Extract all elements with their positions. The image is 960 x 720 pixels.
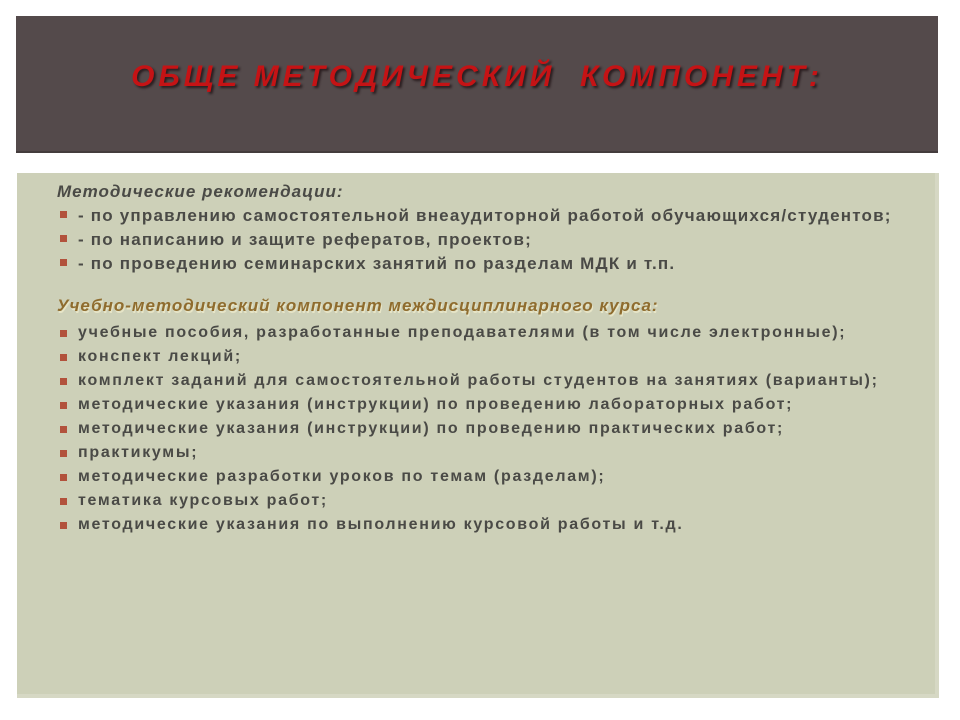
list-item-text: комплект заданий для самостоятельной работы студентов на занятиях (варианты); (78, 372, 879, 389)
square-bullet-icon (60, 259, 67, 266)
slide-title: ОБЩЕ МЕТОДИЧЕСКИЙ КОМПОНЕНТ: (131, 60, 823, 93)
list-item (57, 348, 921, 367)
square-bullet-icon (60, 426, 67, 433)
list-item (57, 229, 921, 250)
section-2-heading: Учебно-методический компонент междисциплинарного курса: (57, 296, 659, 315)
square-bullet-icon (60, 474, 67, 481)
list-item-text: - по управлению самостоятельной внеаудиторной работой обучающихся/студентов; (78, 206, 892, 225)
list-item-text: методические разработки уроков по темам (разделам); (78, 468, 606, 485)
section-1-heading: Методические рекомендации: (57, 182, 344, 201)
list-item-text: конспект лекций; (78, 348, 242, 365)
square-bullet-icon (60, 522, 67, 529)
list-item-text: - по проведению семинарских занятий по разделам МДК и т.п. (78, 254, 676, 273)
header-bar (16, 16, 938, 153)
list-item (57, 420, 921, 439)
list-item (57, 492, 921, 511)
square-bullet-icon (60, 378, 67, 385)
list-item (57, 205, 921, 226)
list-item (57, 324, 921, 343)
list-item (57, 253, 921, 274)
square-bullet-icon (60, 330, 67, 337)
square-bullet-icon (60, 354, 67, 361)
list-item-text: методические указания по выполнению курсовой работы и т.д. (78, 516, 684, 533)
list-item (57, 516, 921, 535)
square-bullet-icon (60, 211, 67, 218)
list-item-text: методические указания (инструкции) по проведению лабораторных работ; (78, 396, 794, 413)
list-item-text: практикумы; (78, 444, 199, 461)
square-bullet-icon (60, 450, 67, 457)
bullet-list-1 (57, 205, 921, 274)
square-bullet-icon (60, 235, 67, 242)
square-bullet-icon (60, 498, 67, 505)
square-bullet-icon (60, 402, 67, 409)
list-item-text: методические указания (инструкции) по проведению практических работ; (78, 420, 785, 437)
bullet-list-2 (57, 324, 921, 535)
list-item (57, 444, 921, 463)
list-item-text: учебные пособия, разработанные преподавателями (в том числе электронные); (78, 324, 847, 341)
content-panel (17, 173, 939, 698)
list-item (57, 396, 921, 415)
list-item-text: тематика курсовых работ; (78, 492, 328, 509)
list-item (57, 468, 921, 487)
list-item (57, 372, 921, 391)
list-item-text: - по написанию и защите рефератов, проектов; (78, 230, 532, 249)
